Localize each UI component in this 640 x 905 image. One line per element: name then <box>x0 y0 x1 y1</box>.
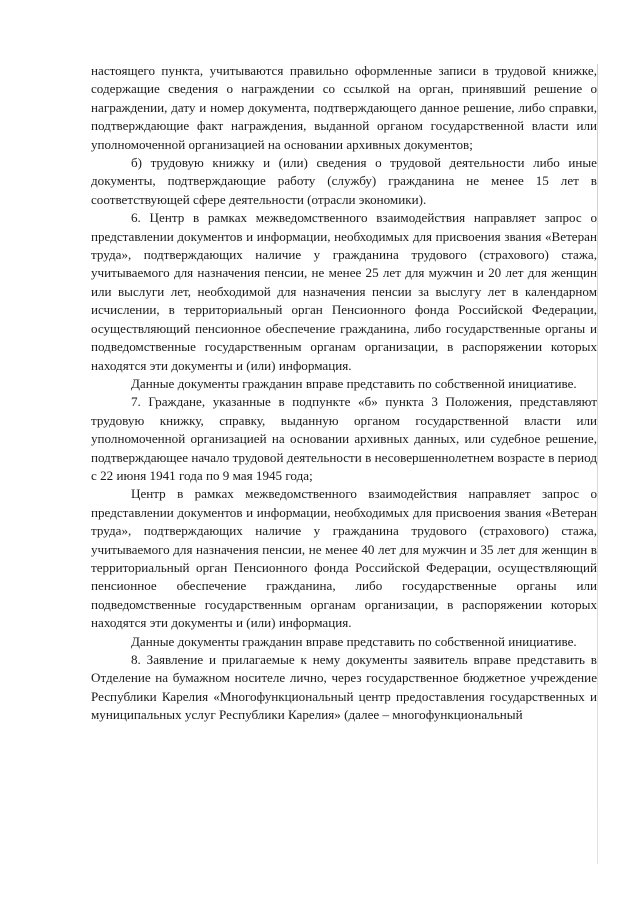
scan-edge-line <box>597 64 598 864</box>
paragraph-own-initiative-1: Данные документы гражданин вправе представить по собственной инициативе. <box>131 375 577 391</box>
paragraph-own-initiative-2: Данные документы гражданин вправе представить по собственной инициативе. <box>131 633 577 649</box>
paragraph-item-7: 7. Граждане, указанные в подпункте «б» пункта 3 Положения, представляют трудовую книжку, справку, выданную органом государственной власти или уполномоченной организацией на основании архивных данных, или судебное решение, подтверждающее начало трудовой деятельности в несовершеннолетнем возрасте в период с 22 июня 1941 года по 9 мая 1945 года; <box>91 394 597 483</box>
paragraph-center-request: Центр в рамках межведомственного взаимодействия направляет запрос о представлении документов и информации, необходимых для присвоения звания «Ветеран труда», подтверждающих наличие у гражданина трудового (страхового) стажа, учитываемого для назначения пенсии, не менее 40 лет для мужчин и 35 лет для женщин в территориальный орган Пенсионного фонда Российской Федерации, осуществляющий пенсионное обеспечение гражданина, либо государственные органы или подведомственные государственным органам организации, в распоряжении которых находятся эти документы и (или) информация. <box>91 486 597 631</box>
document-body <box>91 62 597 725</box>
paragraph-continuation: настоящего пункта, учитываются правильно оформленные записи в трудовой книжке, содержащие сведения о награждении со ссылкой на орган, принявший решение о награждении, дату и номер документа, подтверждающего данное решение, либо справки, подтверждающие факт награждения, выданной органом государственной власти или уполномоченной организацией на основании архивных документов; <box>91 63 597 152</box>
paragraph-item-6: 6. Центр в рамках межведомственного взаимодействия направляет запрос о представлении документов и информации, необходимых для присвоения звания «Ветеран труда», подтверждающих наличие у гражданина трудового (страхового) стажа, учитываемого для назначения пенсии, не менее 25 лет для мужчин и 20 лет для женщин или выслуги лет, необходимой для назначения пенсии за выслугу лет в календарном исчислении, в территориальный орган Пенсионного фонда Российской Федерации, осуществляющий пенсионное обеспечение гражданина, либо государственные органы и подведомственные государственным органам организации, в распоряжении которых находятся эти документы и (или) информация. <box>91 210 597 373</box>
paragraph-item-8: 8. Заявление и прилагаемые к нему документы заявитель вправе представить в Отделение на бумажном носителе лично, через государственное бюджетное учреждение Республики Карелия «Многофункциональный центр предоставления государственных и муниципальных услуг Республики Карелия» (далее – многофункциональный <box>91 652 597 723</box>
paragraph-subitem-b: б) трудовую книжку и (или) сведения о трудовой деятельности либо иные документы, подтверждающие работу (службу) гражданина не менее 15 лет в соответствующей сфере деятельности (отрасли экономики). <box>91 155 597 207</box>
